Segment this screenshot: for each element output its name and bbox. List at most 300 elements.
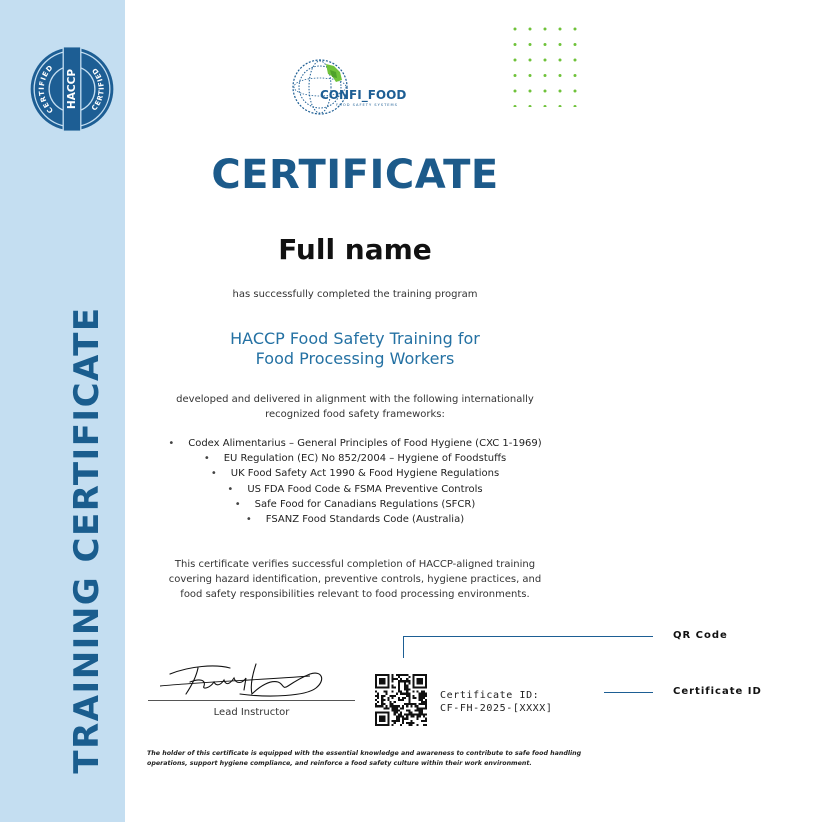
- verification-statement: [150, 557, 560, 602]
- framework-item: • US FDA Food Code & FSMA Preventive Controls: [130, 482, 580, 497]
- qr-module: [377, 724, 379, 726]
- qr-module: [375, 703, 377, 705]
- qr-module: [402, 707, 404, 709]
- qr-module: [387, 697, 389, 699]
- qr-module: [423, 716, 425, 718]
- qr-module: [417, 718, 419, 720]
- qr-module: [425, 680, 427, 682]
- qr-module: [417, 714, 419, 716]
- qr-module: [406, 686, 408, 688]
- qr-module: [383, 720, 385, 722]
- qr-module: [410, 714, 412, 716]
- qr-module: [425, 682, 427, 684]
- qr-module: [387, 707, 389, 709]
- qr-module: [415, 705, 417, 707]
- qr-module: [421, 720, 423, 722]
- dot: [574, 59, 577, 62]
- footer-line: The holder of this certificate is equipped with the essential knowledge and awareness to contribute to safe food handling: [147, 750, 582, 757]
- signature-icon: [160, 656, 330, 701]
- qr-module: [385, 691, 387, 693]
- qr-module: [421, 711, 423, 713]
- qr-module: [375, 716, 377, 718]
- qr-module: [398, 705, 400, 707]
- qr-module: [419, 680, 421, 682]
- qr-module: [408, 714, 410, 716]
- qr-module: [406, 709, 408, 711]
- qr-module: [404, 684, 406, 686]
- qr-module: [421, 693, 423, 695]
- qr-module: [396, 711, 398, 713]
- qr-module: [421, 697, 423, 699]
- qr-guide-line: [403, 636, 653, 637]
- qr-module: [379, 720, 381, 722]
- qr-module: [392, 691, 394, 693]
- qr-module: [406, 693, 408, 695]
- qr-module: [387, 716, 389, 718]
- qr-module: [394, 686, 396, 688]
- qr-module: [398, 680, 400, 682]
- qr-module: [419, 703, 421, 705]
- dot: [514, 90, 517, 93]
- dot: [574, 74, 577, 77]
- qr-module: [415, 674, 417, 676]
- dot: [514, 59, 517, 62]
- qr-module: [383, 716, 385, 718]
- decorative-dot-grid: [510, 25, 580, 107]
- dot: [559, 28, 562, 31]
- qr-module: [387, 680, 389, 682]
- qr-module: [412, 716, 414, 718]
- qr-module: [377, 693, 379, 695]
- qr-module: [419, 714, 421, 716]
- qr-module: [379, 686, 381, 688]
- qr-module: [396, 705, 398, 707]
- qr-module: [406, 714, 408, 716]
- qr-module: [402, 699, 404, 701]
- qr-module: [410, 703, 412, 705]
- logo-name: CONFI_FOOD: [320, 88, 407, 102]
- qr-module: [385, 693, 387, 695]
- qr-module: [425, 707, 427, 709]
- dot: [544, 59, 547, 62]
- qr-module: [375, 720, 377, 722]
- qr-module: [387, 720, 389, 722]
- qr-module: [383, 680, 385, 682]
- qr-module: [412, 697, 414, 699]
- verify-line: food safety responsibilities relevant to food processing environments.: [180, 589, 530, 600]
- qr-module: [404, 680, 406, 682]
- qr-module: [425, 693, 427, 695]
- qr-module: [398, 674, 400, 676]
- qr-module: [398, 682, 400, 684]
- qr-module: [400, 674, 402, 676]
- qr-module: [381, 703, 383, 705]
- qr-module: [392, 720, 394, 722]
- qr-module: [408, 682, 410, 684]
- qr-module: [394, 678, 396, 680]
- qr-module: [417, 682, 419, 684]
- qr-module: [402, 680, 404, 682]
- qr-module: [394, 701, 396, 703]
- qr-module: [383, 674, 385, 676]
- qr-module: [396, 716, 398, 718]
- qr-module: [415, 697, 417, 699]
- dot: [514, 43, 517, 46]
- qr-module: [421, 703, 423, 705]
- qr-module: [419, 716, 421, 718]
- qr-module: [392, 697, 394, 699]
- frameworks-list: [130, 436, 580, 527]
- qr-module: [408, 676, 410, 678]
- qr-module: [396, 678, 398, 680]
- qr-module: [381, 686, 383, 688]
- qr-module: [425, 714, 427, 716]
- qr-module: [396, 707, 398, 709]
- qr-module: [383, 718, 385, 720]
- id-guide-line: [604, 692, 653, 693]
- qr-module: [375, 682, 377, 684]
- qr-module: [417, 716, 419, 718]
- qr-module: [375, 674, 377, 676]
- qr-module: [394, 711, 396, 713]
- signature-label: Lead Instructor: [213, 707, 290, 718]
- qr-module: [412, 678, 414, 680]
- program-title: [150, 329, 560, 369]
- qr-module: [387, 714, 389, 716]
- qr-module: [381, 705, 383, 707]
- qr-module: [408, 695, 410, 697]
- framework-item: • UK Food Safety Act 1990 & Food Hygiene Regulations: [130, 466, 580, 481]
- qr-module: [406, 678, 408, 680]
- qr-module: [423, 714, 425, 716]
- qr-module: [387, 699, 389, 701]
- qr-module: [408, 693, 410, 695]
- qr-module: [379, 678, 381, 680]
- qr-module: [377, 697, 379, 699]
- dot: [529, 74, 532, 77]
- dot: [529, 105, 532, 107]
- qr-module: [377, 701, 379, 703]
- dot: [529, 90, 532, 93]
- sidebar: [0, 0, 125, 822]
- qr-module: [392, 709, 394, 711]
- dot: [574, 43, 577, 46]
- qr-module: [421, 709, 423, 711]
- qr-module: [419, 693, 421, 695]
- qr-module: [398, 686, 400, 688]
- sidebar-vertical-title: TRAINING CERTIFICATE: [67, 306, 107, 774]
- qr-module: [417, 680, 419, 682]
- qr-module: [398, 676, 400, 678]
- qr-module: [412, 684, 414, 686]
- qr-module: [412, 674, 414, 676]
- dot: [544, 90, 547, 93]
- qr-module: [402, 720, 404, 722]
- qr-module: [423, 703, 425, 705]
- qr-module: [425, 678, 427, 680]
- qr-module: [406, 718, 408, 720]
- qr-module: [425, 684, 427, 686]
- dot: [544, 105, 547, 107]
- qr-module: [375, 680, 377, 682]
- qr-module: [408, 724, 410, 726]
- qr-module: [385, 711, 387, 713]
- qr-module: [387, 724, 389, 726]
- qr-module: [402, 718, 404, 720]
- qr-module: [412, 722, 414, 724]
- qr-module: [394, 707, 396, 709]
- qr-module: [415, 709, 417, 711]
- qr-module: [379, 682, 381, 684]
- qr-module: [423, 686, 425, 688]
- qr-module: [396, 709, 398, 711]
- qr-module: [400, 680, 402, 682]
- dot: [559, 105, 562, 107]
- qr-module: [419, 674, 421, 676]
- qr-module: [412, 686, 414, 688]
- qr-module: [402, 705, 404, 707]
- qr-module: [419, 697, 421, 699]
- qr-module: [381, 680, 383, 682]
- qr-module: [381, 724, 383, 726]
- qr-module: [381, 674, 383, 676]
- dot: [574, 90, 577, 93]
- qr-module: [421, 680, 423, 682]
- qr-module: [404, 697, 406, 699]
- qr-module: [421, 674, 423, 676]
- qr-module: [392, 678, 394, 680]
- qr-module: [415, 703, 417, 705]
- qr-module: [383, 695, 385, 697]
- qr-guide-line: [403, 636, 404, 658]
- qr-module: [398, 699, 400, 701]
- qr-module: [385, 705, 387, 707]
- recipient-name: Full name: [278, 233, 432, 266]
- qr-module: [383, 724, 385, 726]
- developed-statement: [150, 392, 560, 422]
- qr-module: [419, 707, 421, 709]
- qr-module: [392, 686, 394, 688]
- qr-module: [387, 722, 389, 724]
- qr-module: [423, 674, 425, 676]
- qr-module: [402, 716, 404, 718]
- framework-item: • Safe Food for Canadians Regulations (SFCR): [130, 497, 580, 512]
- qr-module: [387, 676, 389, 678]
- qr-module: [379, 724, 381, 726]
- seal-top-text: CERTIFIED: [36, 62, 56, 116]
- qr-module: [408, 722, 410, 724]
- qr-module: [392, 676, 394, 678]
- qr-module: [383, 711, 385, 713]
- qr-module: [406, 705, 408, 707]
- qr-module: [379, 718, 381, 720]
- program-line: HACCP Food Safety Training for: [230, 329, 480, 348]
- developed-line: developed and delivered in alignment with the following internationally: [176, 394, 534, 405]
- qr-module: [402, 693, 404, 695]
- qr-module: [406, 716, 408, 718]
- certificate-id-value: CF-FH-2025-[XXXX]: [440, 703, 553, 714]
- qr-module: [394, 705, 396, 707]
- qr-module: [423, 720, 425, 722]
- qr-module: [419, 682, 421, 684]
- qr-module: [381, 711, 383, 713]
- qr-module: [419, 695, 421, 697]
- qr-module: [381, 699, 383, 701]
- qr-module: [381, 697, 383, 699]
- qr-module: [417, 686, 419, 688]
- qr-module: [375, 695, 377, 697]
- qr-module: [421, 707, 423, 709]
- qr-module: [425, 720, 427, 722]
- certificate-id-label: Certificate ID:: [440, 690, 540, 701]
- qr-module: [381, 678, 383, 680]
- qr-module: [400, 724, 402, 726]
- dot: [529, 59, 532, 62]
- qr-module: [425, 699, 427, 701]
- footer-note: [147, 749, 582, 769]
- qr-module: [379, 674, 381, 676]
- qr-module: [412, 703, 414, 705]
- qr-module: [392, 680, 394, 682]
- qr-module: [421, 691, 423, 693]
- qr-module: [410, 720, 412, 722]
- qr-module: [423, 697, 425, 699]
- qr-module: [417, 707, 419, 709]
- qr-module: [425, 674, 427, 676]
- qr-module: [398, 718, 400, 720]
- qr-module: [400, 714, 402, 716]
- qr-module: [425, 718, 427, 720]
- dot: [559, 43, 562, 46]
- dot: [574, 28, 577, 31]
- qr-module: [417, 709, 419, 711]
- qr-module: [402, 674, 404, 676]
- qr-module: [425, 724, 427, 726]
- qr-module: [423, 695, 425, 697]
- certificate-id-annotation: Certificate ID: [673, 686, 762, 697]
- qr-module: [419, 678, 421, 680]
- qr-module: [404, 686, 406, 688]
- qr-module: [417, 724, 419, 726]
- haccp-seal-icon: [28, 45, 116, 133]
- qr-module: [375, 711, 377, 713]
- dot: [514, 74, 517, 77]
- framework-item: • EU Regulation (EC) No 852/2004 – Hygiene of Foodstuffs: [130, 451, 580, 466]
- qr-module: [419, 699, 421, 701]
- qr-module: [419, 686, 421, 688]
- qr-module: [406, 674, 408, 676]
- qr-module: [425, 686, 427, 688]
- qr-module: [392, 695, 394, 697]
- qr-module: [404, 693, 406, 695]
- qr-module: [394, 709, 396, 711]
- qr-module: [419, 709, 421, 711]
- qr-module: [375, 684, 377, 686]
- qr-module: [406, 684, 408, 686]
- dot: [544, 43, 547, 46]
- qr-module: [383, 699, 385, 701]
- qr-module: [398, 720, 400, 722]
- qr-module: [415, 714, 417, 716]
- qr-module: [375, 705, 377, 707]
- qr-module: [390, 705, 392, 707]
- qr-module: [408, 701, 410, 703]
- qr-module: [390, 695, 392, 697]
- qr-module: [375, 714, 377, 716]
- qr-module: [400, 699, 402, 701]
- qr-module: [417, 705, 419, 707]
- dot: [559, 59, 562, 62]
- qr-module: [375, 686, 377, 688]
- qr-module: [415, 686, 417, 688]
- qr-module: [381, 682, 383, 684]
- qr-module: [377, 711, 379, 713]
- qr-module: [390, 701, 392, 703]
- qr-module: [394, 722, 396, 724]
- qr-module: [404, 682, 406, 684]
- qr-module: [400, 716, 402, 718]
- qr-module: [423, 707, 425, 709]
- qr-module: [396, 720, 398, 722]
- footer-line: operations, support hygiene compliance, and reinforce a food safety culture within their work environment.: [147, 760, 532, 767]
- qr-module: [385, 724, 387, 726]
- qr-module: [383, 678, 385, 680]
- qr-module: [394, 714, 396, 716]
- qr-module: [383, 707, 385, 709]
- qr-module: [410, 716, 412, 718]
- qr-module: [408, 689, 410, 691]
- completion-statement: has successfully completed the training program: [232, 289, 478, 300]
- qr-module: [410, 722, 412, 724]
- qr-module: [425, 705, 427, 707]
- qr-module: [402, 697, 404, 699]
- qr-module: [410, 711, 412, 713]
- qr-module: [400, 678, 402, 680]
- qr-module: [412, 682, 414, 684]
- qr-module: [417, 691, 419, 693]
- qr-module: [390, 703, 392, 705]
- dot: [559, 90, 562, 93]
- qr-module: [425, 701, 427, 703]
- qr-code: [375, 674, 427, 726]
- qr-module: [377, 686, 379, 688]
- seal-bottom-text: CERTIFIED: [89, 65, 106, 113]
- qr-module: [412, 680, 414, 682]
- dot: [514, 28, 517, 31]
- dot: [529, 43, 532, 46]
- qr-module: [406, 722, 408, 724]
- framework-item: • FSANZ Food Standards Code (Australia): [130, 512, 580, 527]
- developed-line: recognized food safety frameworks:: [265, 409, 445, 420]
- qr-module: [408, 699, 410, 701]
- logo-tagline: FOOD SAFETY SYSTEMS: [336, 103, 398, 107]
- qr-module: [400, 691, 402, 693]
- qr-module: [408, 709, 410, 711]
- verify-line: This certificate verifies successful completion of HACCP-aligned training: [174, 559, 536, 570]
- qr-module: [398, 684, 400, 686]
- qr-module: [400, 693, 402, 695]
- qr-module: [379, 680, 381, 682]
- qr-module: [387, 678, 389, 680]
- qr-module: [404, 703, 406, 705]
- qr-module: [404, 689, 406, 691]
- qr-module: [379, 705, 381, 707]
- qr-module: [383, 686, 385, 688]
- qr-module: [375, 676, 377, 678]
- qr-module: [425, 676, 427, 678]
- qr-module: [383, 703, 385, 705]
- qr-module: [408, 703, 410, 705]
